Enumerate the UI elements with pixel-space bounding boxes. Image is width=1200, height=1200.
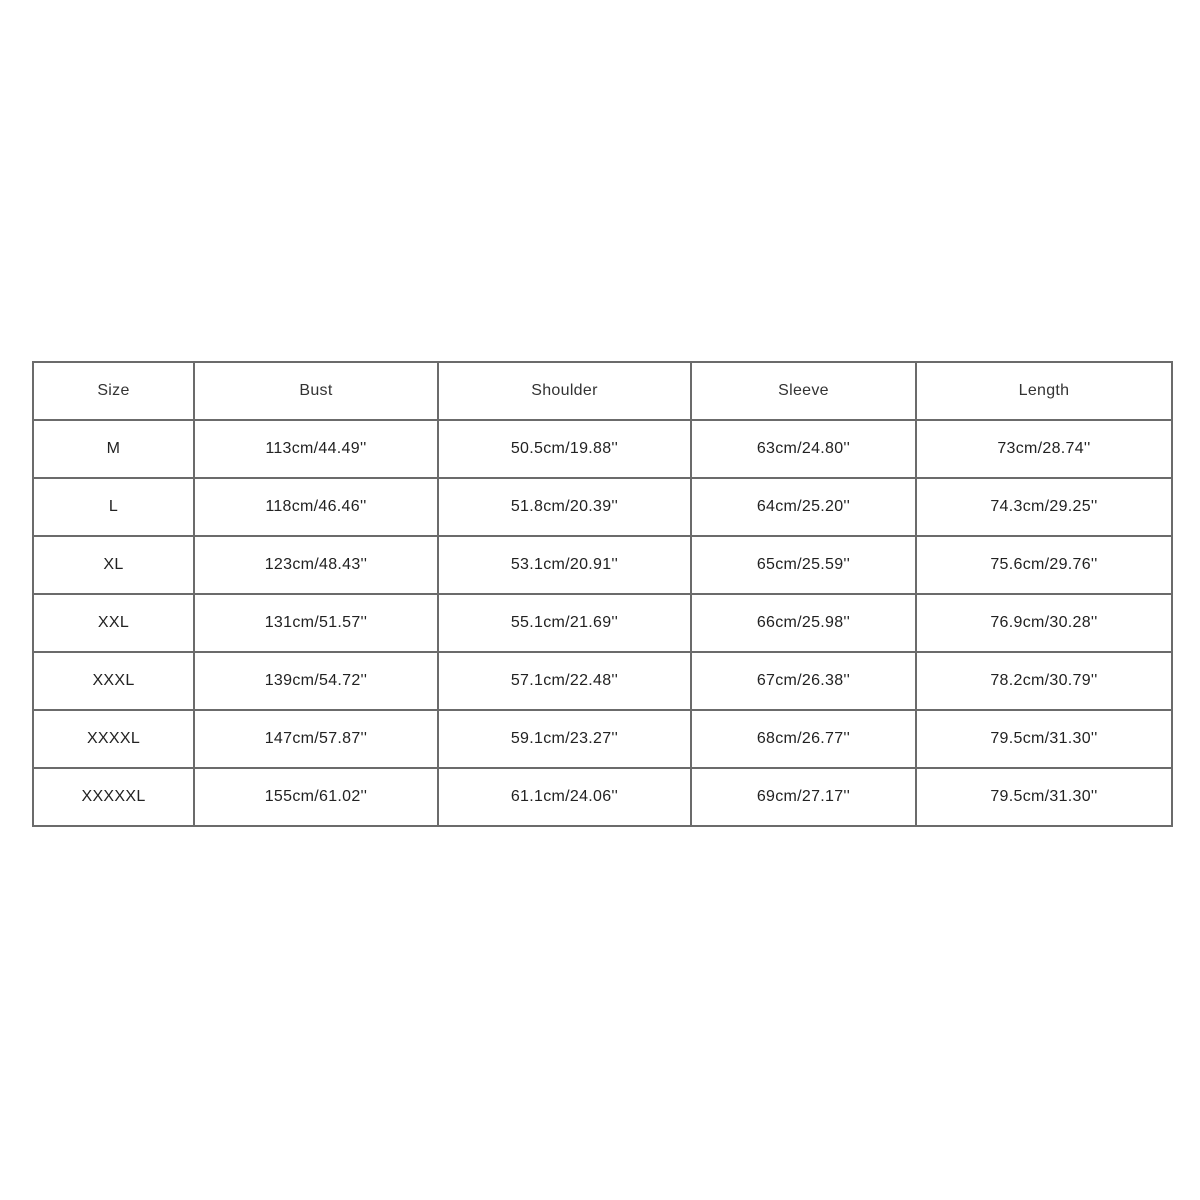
cell-shoulder: 53.1cm/20.91'' <box>438 536 691 594</box>
table-row <box>33 420 1172 478</box>
cell-shoulder: 55.1cm/21.69'' <box>438 594 691 652</box>
header-size: Size <box>33 362 194 420</box>
header-row <box>33 362 1172 420</box>
table-row <box>33 594 1172 652</box>
cell-bust: 123cm/48.43'' <box>194 536 438 594</box>
cell-sleeve: 63cm/24.80'' <box>691 420 916 478</box>
cell-size: XXL <box>33 594 194 652</box>
cell-size: XXXXXL <box>33 768 194 826</box>
table-row <box>33 652 1172 710</box>
cell-length: 79.5cm/31.30'' <box>916 710 1172 768</box>
table-row <box>33 710 1172 768</box>
cell-length: 78.2cm/30.79'' <box>916 652 1172 710</box>
cell-size: XXXL <box>33 652 194 710</box>
cell-length: 79.5cm/31.30'' <box>916 768 1172 826</box>
table-row <box>33 478 1172 536</box>
cell-bust: 118cm/46.46'' <box>194 478 438 536</box>
header-sleeve: Sleeve <box>691 362 916 420</box>
cell-length: 75.6cm/29.76'' <box>916 536 1172 594</box>
cell-length: 76.9cm/30.28'' <box>916 594 1172 652</box>
cell-sleeve: 64cm/25.20'' <box>691 478 916 536</box>
cell-bust: 113cm/44.49'' <box>194 420 438 478</box>
cell-sleeve: 68cm/26.77'' <box>691 710 916 768</box>
cell-shoulder: 61.1cm/24.06'' <box>438 768 691 826</box>
cell-sleeve: 65cm/25.59'' <box>691 536 916 594</box>
cell-sleeve: 67cm/26.38'' <box>691 652 916 710</box>
cell-shoulder: 59.1cm/23.27'' <box>438 710 691 768</box>
cell-sleeve: 66cm/25.98'' <box>691 594 916 652</box>
cell-bust: 139cm/54.72'' <box>194 652 438 710</box>
cell-shoulder: 51.8cm/20.39'' <box>438 478 691 536</box>
cell-length: 73cm/28.74'' <box>916 420 1172 478</box>
cell-sleeve: 69cm/27.17'' <box>691 768 916 826</box>
cell-size: L <box>33 478 194 536</box>
cell-shoulder: 50.5cm/19.88'' <box>438 420 691 478</box>
table-row <box>33 536 1172 594</box>
cell-length: 74.3cm/29.25'' <box>916 478 1172 536</box>
cell-size: XL <box>33 536 194 594</box>
cell-shoulder: 57.1cm/22.48'' <box>438 652 691 710</box>
cell-bust: 147cm/57.87'' <box>194 710 438 768</box>
table-row <box>33 768 1172 826</box>
cell-size: M <box>33 420 194 478</box>
cell-size: XXXXL <box>33 710 194 768</box>
header-shoulder: Shoulder <box>438 362 691 420</box>
header-length: Length <box>916 362 1172 420</box>
size-chart-table <box>32 361 1173 827</box>
header-bust: Bust <box>194 362 438 420</box>
cell-bust: 131cm/51.57'' <box>194 594 438 652</box>
cell-bust: 155cm/61.02'' <box>194 768 438 826</box>
